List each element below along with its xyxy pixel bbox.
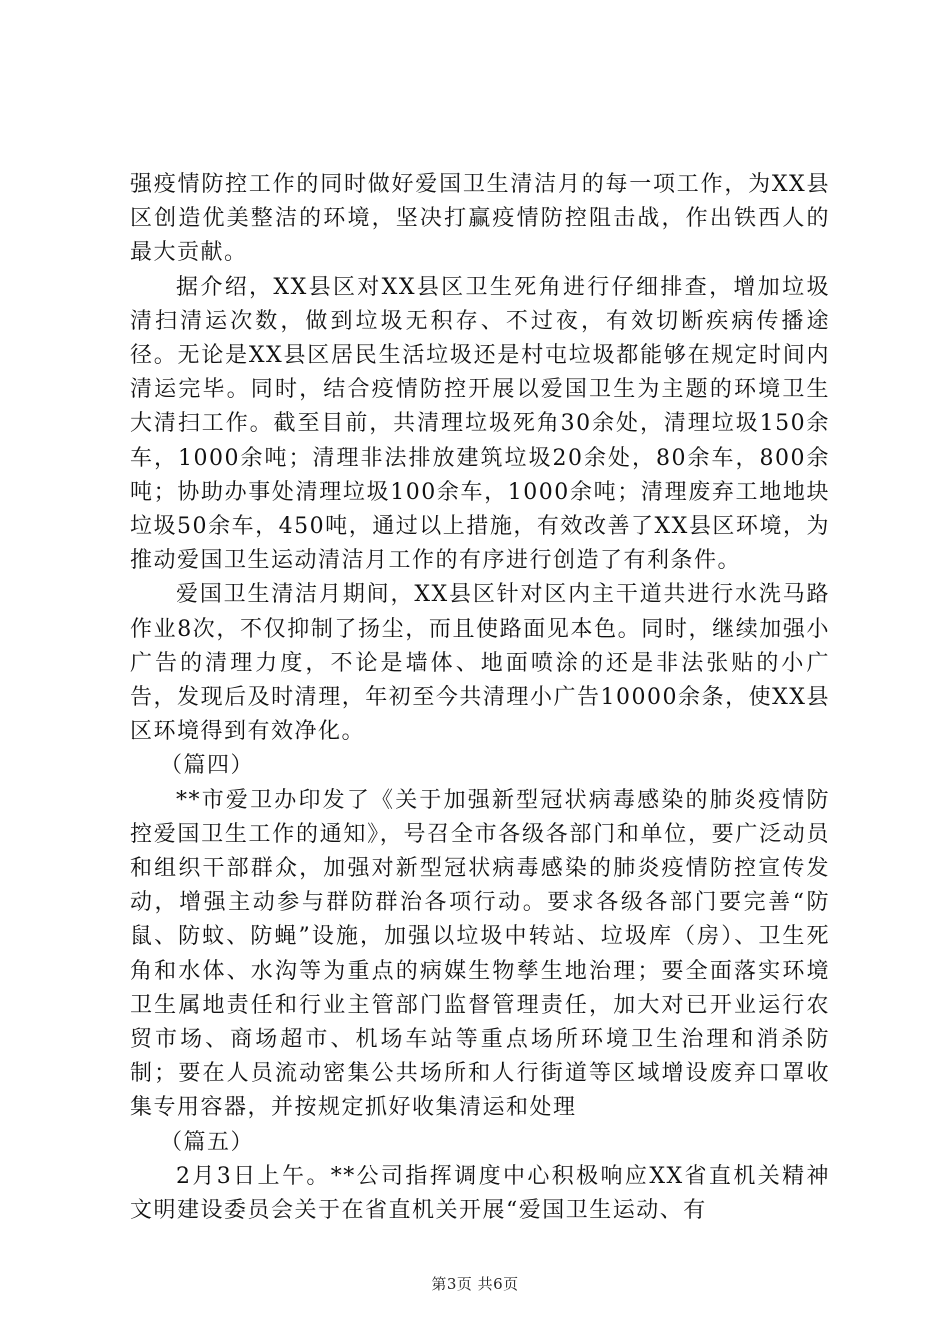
paragraph-city-notice: **市爱卫办印发了《关于加强新型冠状病毒感染的肺炎疫情防控爱国卫生工作的通知》，号召全市各级各部门和单位，要广泛动员和组织干部群众，加强对新型冠状病毒感染的肺炎疫情防控宣传发动，增强主动参与群防群治各项行动。要求各级各部门要完善“防鼠、防蚊、防蝇”设施，加强以垃圾中转站、垃圾库（房）、卫生死角和水体、水沟等为重点的病媒生物孳生地治理；要全面落实环境卫生属地责任和行业主管部门监督管理责任，加大对已开业运行农贸市场、商场超市、机场车站等重点场所环境卫生治理和消杀防制；要在人员流动密集公共场所和人行街道等区域增设废弃口罩收集专用容器，并按规定抓好收集清运和处理	[130, 787, 830, 1121]
paragraph-road-washing: 爱国卫生清洁月期间，XX县区针对区内主干道共进行水洗马路作业8次，不仅抑制了扬尘，而且使路面见本色。同时，继续加强小广告的清理力度，不论是墙体、地面喷涂的还是非法张贴的小广告，发现后及时清理，年初至今共清理小广告10000余条，使XX县区环境得到有效净化。	[130, 582, 830, 745]
document-body	[130, 168, 830, 1228]
section-heading-part-four: （篇四）	[160, 753, 255, 779]
paragraph-company-response: 2月3日上午。**公司指挥调度中心积极响应XX省直机关精神文明建设委员会关于在省直机关开展“爱国卫生运动、有	[130, 1163, 830, 1224]
page-number-footer: 第3页 共6页	[431, 1275, 519, 1293]
paragraph-sanitation-cleanup: 据介绍，XX县区对XX县区卫生死角进行仔细排查，增加垃圾清扫清运次数，做到垃圾无积存、不过夜，有效切断疾病传播途径。无论是XX县区居民生活垃圾还是村屯垃圾都能够在规定时间内清运完毕。同时，结合疫情防控开展以爱国卫生为主题的环境卫生大清扫工作。截至目前，共清理垃圾死角30余处，清理垃圾150余车，1000余吨；清理非法排放建筑垃圾20余处，80余车，800余吨；协助办事处清理垃圾100余车，1000余吨；清理废弃工地地块垃圾50余车，450吨，通过以上措施，有效改善了XX县区环境，为推动爱国卫生运动清洁月工作的有序进行创造了有利条件。	[130, 274, 830, 574]
section-heading-part-five: （篇五）	[160, 1129, 255, 1155]
paragraph-continuation: 强疫情防控工作的同时做好爱国卫生清洁月的每一项工作，为XX县区创造优美整洁的环境，坚决打赢疫情防控阻击战，作出铁西人的最大贡献。	[130, 172, 830, 266]
